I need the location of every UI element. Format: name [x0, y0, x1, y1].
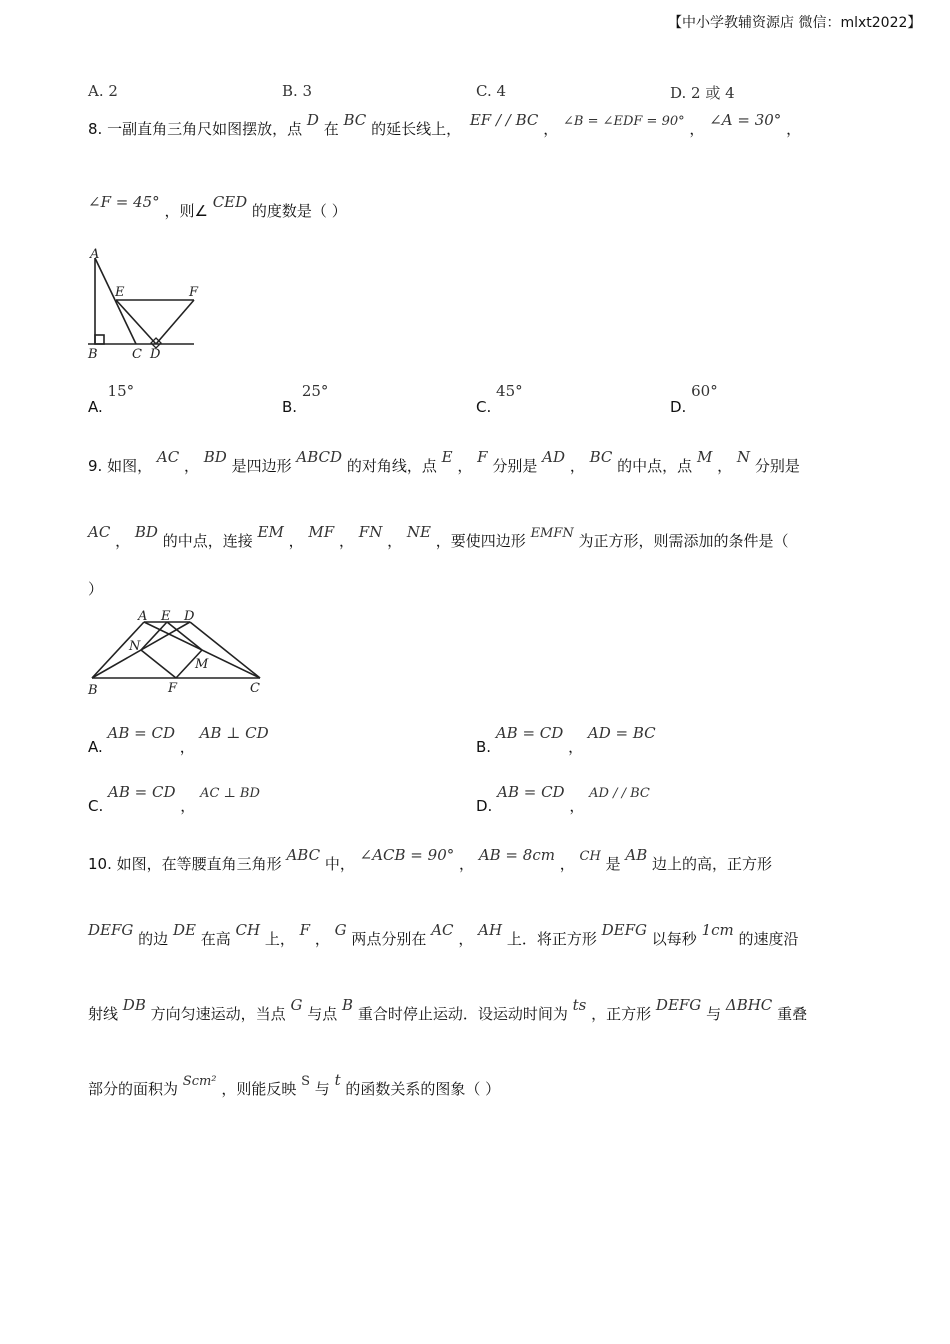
comma: ， [689, 120, 705, 138]
q8-number: 8. [88, 120, 103, 138]
math-AC: AC [431, 921, 454, 939]
q10-text: 两点分别在 [351, 930, 427, 948]
math-triangle-BHC: ΔBHC [725, 996, 773, 1014]
q9-option-c [88, 781, 260, 815]
fig-label-B: B [88, 683, 98, 698]
fig-label-M: M [195, 657, 209, 672]
option-value: 45° [496, 382, 523, 400]
q10-text: 如图，在等腰直角三角形 [116, 855, 282, 873]
q9-text: 为正方形，则需添加的条件是（ [578, 532, 789, 550]
comma: ， [288, 532, 304, 550]
fig-label-D: D [150, 347, 161, 362]
fig-label-C: C [132, 347, 142, 362]
math-NE: NE [406, 523, 431, 541]
math-BD: BD [203, 448, 227, 466]
math-ABCD: ABCD [296, 448, 343, 466]
q10-text: 与 [314, 1080, 330, 1098]
q10-stem-line2 [88, 921, 799, 949]
option-value: AB = CD [108, 783, 176, 801]
option-label: B. [282, 398, 298, 416]
math-MF: MF [308, 523, 335, 541]
math-DEFG: DEFG [88, 921, 134, 939]
q10-text: 与 [706, 1005, 722, 1023]
q9-option-d [476, 781, 650, 815]
q9-option-b [476, 722, 656, 756]
comma: ， [559, 855, 575, 873]
math-DEFG: DEFG [601, 921, 647, 939]
comma: ， [569, 797, 585, 815]
q10-text: 方向匀速运动，当点 [150, 1005, 286, 1023]
math-AC: AC [88, 523, 111, 541]
math-M: M [696, 448, 713, 466]
q8-option-d [670, 382, 718, 416]
comma: ， [458, 930, 474, 948]
fig-label-C: C [250, 681, 260, 696]
q10-stem-line1 [88, 846, 773, 874]
math-FN: FN [358, 523, 383, 541]
q10-stem-line4 [88, 1071, 501, 1099]
comma: ， [457, 457, 473, 475]
math-F: F [477, 448, 488, 466]
q10-text: 的函数关系的图象（ ） [345, 1080, 501, 1098]
q10-text: 以每秒 [651, 930, 697, 948]
comma: ， [459, 855, 475, 873]
math-angle-F: ∠F = 45° [88, 193, 160, 211]
math-t: t [334, 1071, 341, 1089]
q8-text: 的度数是（ ） [251, 202, 347, 220]
option-value: AD / / BC [589, 786, 650, 801]
math-ts: ts [572, 996, 587, 1014]
q8-text: 在 [323, 120, 339, 138]
comma: ， [786, 120, 802, 138]
math-angle-A: ∠A = 30° [709, 111, 782, 129]
q10-text: 上， [264, 930, 295, 948]
q8-option-b [282, 382, 329, 416]
q9-text: 分别是 [754, 457, 800, 475]
math-S-cm2: Scm² [182, 1074, 217, 1089]
option-value: AB = CD [495, 724, 564, 742]
math-BC: BC [589, 448, 613, 466]
q10-text: 重合时停止运动．设运动时间为 [357, 1005, 568, 1023]
math-S: S [301, 1074, 311, 1089]
option-label: A. [88, 398, 103, 416]
math-AB-8cm: AB = 8cm [478, 846, 555, 864]
q10-number: 10. [88, 855, 112, 873]
q9-text: 的中点，点 [617, 457, 693, 475]
fig-label-N: N [129, 639, 141, 654]
q10-text: 中， [324, 855, 355, 873]
math-CH: CH [235, 921, 261, 939]
q9-option-a [88, 722, 269, 756]
option-label: C. [476, 398, 492, 416]
q8-option-a [88, 382, 135, 416]
math-EMFN: EMFN [530, 526, 574, 541]
q7-option-d: D. 2 或 4 [670, 84, 735, 102]
q7-option-b: B. 3 [282, 82, 313, 100]
q10-text: 在高 [200, 930, 231, 948]
math-EM: EM [257, 523, 284, 541]
math-AD: AD [542, 448, 566, 466]
q10-text: 的速度沿 [738, 930, 799, 948]
math-N: N [736, 448, 751, 466]
comma: ， [179, 738, 195, 756]
math-ABC: ABC [286, 846, 321, 864]
comma: ， [568, 738, 584, 756]
q9-text: 是四边形 [231, 457, 292, 475]
math-DB: DB [122, 996, 146, 1014]
math-DEFG: DEFG [655, 996, 702, 1014]
fig-label-A: A [138, 609, 148, 624]
math-CED: CED [212, 193, 248, 211]
q9-text: 分别是 [492, 457, 538, 475]
math-DE: DE [172, 921, 196, 939]
fig-label-D: D [184, 609, 195, 624]
option-label: D. [476, 797, 493, 815]
fig-label-E: E [115, 285, 125, 300]
q10-text: 的边 [138, 930, 169, 948]
q9-close-paren: ） [88, 580, 104, 598]
q8-text: 的延长线上， [371, 120, 462, 138]
math-F: F [299, 921, 311, 939]
q9-figure [84, 604, 268, 700]
q7-option-c: C. 4 [476, 82, 507, 100]
q10-text: 与点 [307, 1005, 338, 1023]
comma: ， [338, 532, 354, 550]
math-E: E [441, 448, 453, 466]
q8-text: ，则∠ [164, 202, 208, 220]
comma: ， [543, 120, 559, 138]
q10-text: 部分的面积为 [88, 1080, 179, 1098]
comma: ， [180, 797, 196, 815]
option-value: AD = BC [587, 724, 656, 742]
q8-option-c [476, 382, 523, 416]
q10-stem-line3 [88, 996, 808, 1024]
option-value: AC ⊥ BD [200, 786, 260, 801]
option-value: AB ⊥ CD [199, 724, 269, 742]
q10-text: 是 [605, 855, 621, 873]
header-watermark: 【中小学教辅资源店 微信：mlxt2022】 [668, 15, 922, 31]
q8-figure [84, 244, 204, 364]
option-label: C. [88, 797, 104, 815]
fig-label-F: F [168, 681, 178, 696]
q10-text: 边上的高，正方形 [652, 855, 773, 873]
q10-text: 上．将正方形 [506, 930, 597, 948]
math-AC: AC [156, 448, 180, 466]
q8-stem-line1 [88, 111, 802, 139]
math-angle-ACB: ∠ACB = 90° [359, 846, 455, 864]
q9-text: 的中点，连接 [162, 532, 253, 550]
math-G: G [334, 921, 347, 939]
fig-label-B: B [88, 347, 98, 362]
option-value: AB = CD [497, 783, 565, 801]
q9-text: ，要使四边形 [435, 532, 526, 550]
math-CH: CH [579, 849, 601, 864]
option-value: 25° [301, 382, 329, 400]
math-BC: BC [343, 111, 367, 129]
fig-label-E: E [161, 609, 171, 624]
q10-text: ，则能反映 [221, 1080, 297, 1098]
q10-text: ，正方形 [591, 1005, 652, 1023]
option-value: 15° [107, 382, 135, 400]
q10-text: 重叠 [777, 1005, 808, 1023]
option-label: B. [476, 738, 492, 756]
comma: ， [183, 457, 199, 475]
comma: ， [115, 532, 131, 550]
option-value: AB = CD [107, 724, 176, 742]
comma: ， [314, 930, 330, 948]
math-1cm: 1cm [701, 921, 734, 939]
math-BD: BD [134, 523, 158, 541]
comma: ， [717, 457, 733, 475]
math-G: G [290, 996, 303, 1014]
q9-text: 如图， [107, 457, 153, 475]
q7-option-a: A. 2 [88, 82, 118, 100]
q10-text: 射线 [88, 1005, 119, 1023]
math-angle-B-EDF: ∠B = ∠EDF = 90° [563, 114, 685, 129]
math-B: B [342, 996, 354, 1014]
math-D: D [306, 111, 319, 129]
math-AB: AB [625, 846, 648, 864]
q9-stem-line1 [88, 448, 800, 476]
fig-label-A: A [90, 247, 100, 262]
option-value: 60° [691, 382, 718, 400]
q8-text: 一副直角三角尺如图摆放，点 [107, 120, 303, 138]
comma: ， [387, 532, 403, 550]
math-AH: AH [478, 921, 503, 939]
option-label: A. [88, 738, 103, 756]
fig-label-F: F [189, 285, 199, 300]
math-EF-parallel-BC: EF / / BC [469, 111, 539, 129]
q8-stem-line2 [88, 193, 347, 221]
q9-number: 9. [88, 457, 103, 475]
comma: ， [569, 457, 585, 475]
q9-stem-line2 [88, 523, 789, 551]
q9-text: 的对角线，点 [346, 457, 437, 475]
option-label: D. [670, 398, 687, 416]
